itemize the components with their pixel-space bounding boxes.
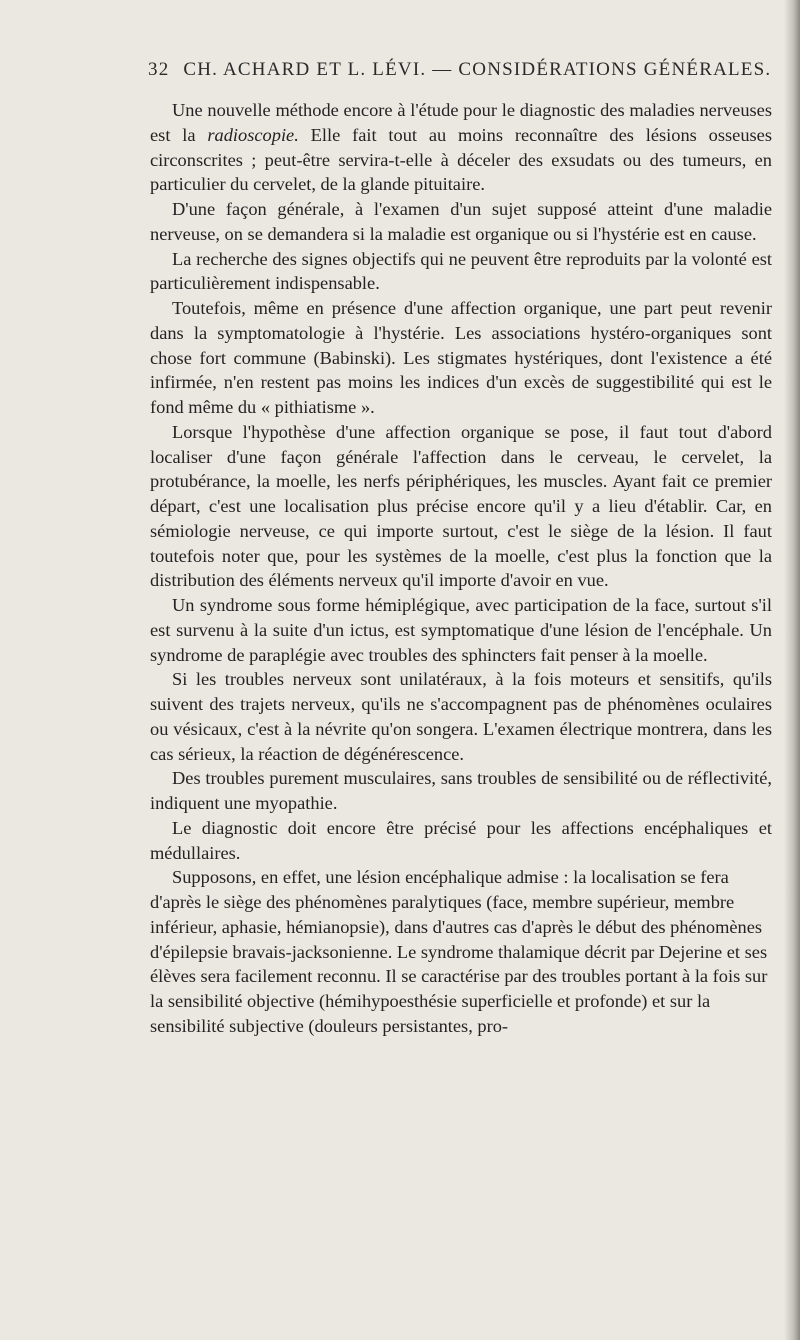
paragraph-thalamic-syndrome: Supposons, en effet, une lésion encéphalique admise : la localisation se fera d'après le siège des phénomènes paralytiques (face, membre supérieur, membre inférieur, aphasie, hémianopsie), dans d'autres cas d'après le début des phénomènes d'épilepsie bravais-jacksonienne. Le syndrome thalamique décrit par Dejerine et ses élèves sera facilement reconnu. Il se caractérise par des troubles portant à la fois sur la sensibilité objective (hémihypoesthésie superficielle et profonde) et sur la sensibilité subjective (douleurs persistantes, pro-: [150, 867, 768, 1036]
paragraph-text: Une nouvelle méthode encore à l'étude pour le diagnostic des maladies nerveuses est la: [150, 100, 772, 145]
running-title: CH. ACHARD ET L. LÉVI. — CONSIDÉRATIONS GÉNÉRALES.: [183, 59, 772, 80]
paragraph-hystero-organic: Toutefois, même en présence d'une affection organique, une part peut revenir dans la symptomatologie à l'hystérie. Les associations hystéro-organiques sont chose fort commune (Babinski). Les stigmates hystériques, dont l'existence a été infirmée, n'en restent pas moins les indices d'un excès de suggestibilité qui est le fond même du « pithiatisme ».: [150, 298, 772, 417]
paragraph-text: Elle fait tout au moins reconnaître des lésions osseuses circonscrites ; peut-être servira-t-elle à déceler des exsudats ou des tumeurs, en particulier du cervelet, de la glande pituitaire.: [150, 124, 772, 195]
body-text: [150, 98, 772, 1039]
running-header: [148, 59, 788, 81]
paragraph-myopathy: Des troubles purement musculaires, sans troubles de sensibilité ou de réflectivité, indiquent une myopathie.: [150, 768, 772, 813]
paragraph-hemiplegic-syndrome: Un syndrome sous forme hémiplégique, avec participation de la face, surtout s'il est survenu à la suite d'un ictus, est symptomatique d'une lésion de l'encéphale. Un syndrome de paraplégie avec troubles des sphincters fait penser à la moelle.: [150, 595, 772, 665]
paragraph-objective-signs: La recherche des signes objectifs qui ne peuvent être reproduits par la volonté est particulièrement indispensable.: [150, 248, 772, 294]
paragraph-localisation: Lorsque l'hypothèse d'une affection organique se pose, il faut tout d'abord localiser d'une façon générale l'affection dans le cerveau, le cervelet, la protubérance, la moelle, les nerfs périphériques, les muscles. Ayant fait ce premier départ, c'est une localisation plus précise encore qu'il y a lieu d'établir. Car, en sémiologie nerveuse, ce qui importe surtout, c'est le siège de la lésion. Il faut toutefois noter que, pour les systèmes de la moelle, c'est plus la fonction que la distribution des éléments nerveux qu'il importe d'avoir en vue.: [150, 421, 772, 591]
paragraph-radioscopie: [150, 98, 772, 197]
emphasized-term: radioscopie.: [207, 124, 299, 145]
page-number: 32: [148, 59, 170, 80]
paragraph-encephalic-medullary: Le diagnostic doit encore être précisé pour les affections encéphaliques et médullaires.: [150, 817, 772, 863]
page-edge-shadow: [784, 0, 800, 1340]
paragraph-neuritis: Si les troubles nerveux sont unilatéraux, à la fois moteurs et sensitifs, qu'ils suivent des trajets nerveux, qu'ils ne s'accompagnent pas de phénomènes oculaires ou vésicaux, c'est à la névrite qu'on songera. L'examen électrique montrera, dans les cas sérieux, la réaction de dégénérescence.: [150, 669, 772, 764]
paragraph-organic-or-hysteria: D'une façon générale, à l'examen d'un sujet supposé atteint d'une maladie nerveuse, on se demandera si la maladie est organique ou si l'hystérie est en cause.: [150, 199, 772, 244]
